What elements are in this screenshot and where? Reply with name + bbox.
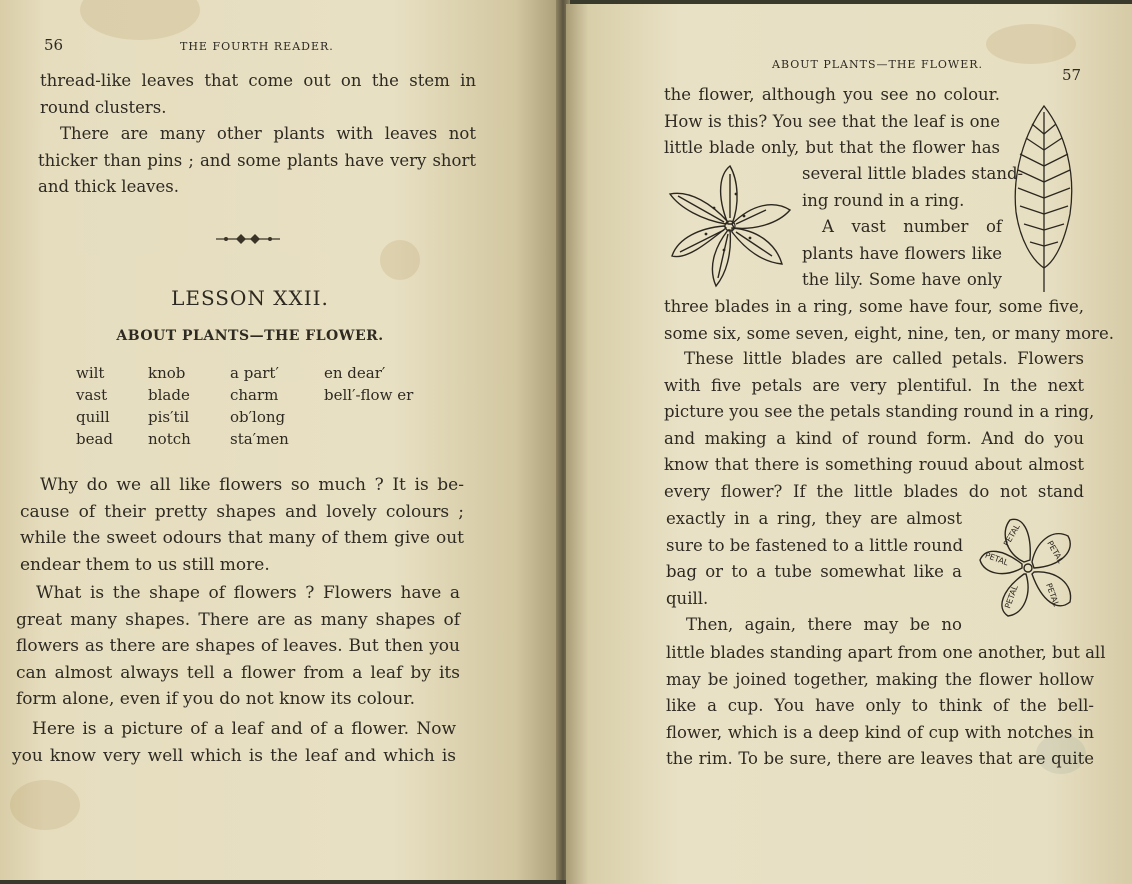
text-line: plants have flowers like — [802, 243, 1002, 263]
petal-label: PETAL — [1003, 583, 1020, 610]
text-line: three blades in a ring, some have four, some five, — [664, 297, 1084, 316]
paper-stain — [10, 780, 80, 830]
vocab-word: notch — [148, 430, 191, 448]
paragraph — [40, 68, 476, 121]
text-line: the flower, although you see no colour. — [664, 85, 1000, 104]
text-line: flowers as there are shapes of leaves. But then you — [16, 636, 460, 656]
lesson-subtitle: ABOUT PLANTS—THE FLOWER. — [116, 328, 384, 344]
text-line: you know very well which is the leaf and which is — [12, 745, 456, 766]
text-line: quill. — [666, 588, 709, 608]
paper-stain — [380, 240, 420, 280]
text-line: ing round in a ring. — [802, 190, 965, 210]
paragraph — [666, 640, 1106, 773]
vocab-word: wilt — [76, 364, 105, 382]
text-line: bag or to a tube somewhat like a — [666, 562, 962, 581]
text-line: the lily. Some have only — [802, 270, 1002, 289]
lesson-title: LESSON XXII. — [171, 286, 329, 310]
ornament-divider — [212, 230, 284, 248]
vocab-word: charm — [230, 386, 279, 404]
paragraph — [664, 346, 1095, 505]
paragraph — [802, 161, 1024, 294]
vocab-word: ob′long — [230, 408, 286, 426]
paper-stain — [986, 24, 1076, 64]
left-page — [0, 0, 560, 880]
text-line: These little blades are called petals. Flowers — [684, 349, 1084, 368]
lily-flower-illustration — [666, 164, 796, 290]
petal-label: PETAL — [1045, 539, 1066, 565]
text-line: How is this? You see that the leaf is one — [664, 111, 1000, 131]
vocab-column — [324, 362, 413, 406]
text-line: and making a kind of round form. And do you — [664, 428, 1084, 448]
text-line: with five petals are very plentiful. In the next — [664, 375, 1084, 395]
text-line: flower, which is a deep kind of cup with notches in — [666, 722, 1094, 742]
text-line: form alone, even if you do not know its colour. — [16, 689, 416, 709]
vocab-word: en dear′ — [324, 364, 386, 382]
vocab-word: bell′-flow er — [324, 386, 414, 404]
vocab-column — [76, 362, 113, 450]
vocab-word: blade — [148, 386, 190, 404]
paragraph — [664, 82, 1000, 162]
text-line: A vast number of — [822, 217, 1002, 236]
text-line: thicker than pins ; and some plants have very short — [38, 150, 476, 170]
text-line: may be joined together, making the flower hollow — [666, 669, 1094, 689]
text-line: the rim. To be sure, there are leaves that are quite — [666, 749, 1094, 768]
text-line: little blades standing apart from one another, but all — [666, 643, 1106, 662]
text-line: Then, again, there may be no — [686, 615, 962, 634]
page-number: 57 — [1062, 66, 1082, 84]
text-line: like a cup. You have only to think of the bell- — [666, 696, 1094, 715]
text-line: round clusters. — [40, 97, 167, 117]
petal-label: PETAL — [983, 550, 1010, 568]
vocab-column — [148, 362, 191, 450]
text-line: sure to be fastened to a little round — [666, 535, 964, 555]
text-line: while the sweet odours that many of them give out — [20, 528, 464, 548]
paragraph — [20, 472, 464, 578]
vocab-column — [230, 362, 289, 450]
five-petal-flower-illustration — [972, 510, 1084, 622]
text-line: every flower? If the little blades do not stand — [664, 481, 1084, 501]
text-line: know that there is something rouud about almost — [664, 455, 1084, 474]
running-head: THE FOURTH READER. — [180, 40, 334, 53]
leaf-illustration — [1010, 104, 1080, 294]
text-line: little blade only, but that the flower has — [664, 138, 1000, 157]
petal-label: PETAL — [1044, 581, 1061, 608]
text-line: several little blades stand- — [802, 164, 1024, 183]
vocab-word: bead — [76, 430, 114, 448]
vocab-word: a part′ — [230, 364, 279, 382]
right-page — [566, 4, 1132, 884]
text-line: great many shapes. There are as many shapes of — [16, 609, 460, 630]
vocab-word: quill — [76, 408, 110, 426]
vocab-word: vast — [76, 386, 108, 404]
text-line: exactly in a ring, they are almost — [666, 509, 962, 528]
text-line: cause of their pretty shapes and lovely colours ; — [20, 501, 464, 522]
text-line: some six, some seven, eight, nine, ten, or many more. — [664, 323, 1114, 343]
vocab-word: knob — [148, 364, 186, 382]
running-head: ABOUT PLANTS—THE FLOWER. — [772, 58, 984, 71]
vocab-word: sta′men — [230, 430, 289, 448]
text-line: endear them to us still more. — [20, 554, 270, 575]
vocab-word: pis′til — [148, 408, 190, 426]
text-line: can almost always tell a flower from a leaf by its — [16, 662, 460, 683]
paragraph — [666, 506, 962, 639]
text-line: picture you see the petals standing round in a ring, — [664, 402, 1095, 421]
text-line: There are many other plants with leaves not — [60, 124, 476, 143]
paragraph — [664, 294, 1114, 347]
paper-stain — [80, 0, 200, 40]
paragraph — [12, 716, 456, 769]
text-line: and thick leaves. — [38, 177, 179, 196]
paragraph — [38, 121, 476, 201]
page-number: 56 — [44, 36, 64, 54]
petal-label: PETAL — [1001, 522, 1022, 548]
text-line: thread-like leaves that come out on the stem in — [40, 71, 476, 90]
text-line: Why do we all like flowers so much ? It is be- — [40, 475, 464, 495]
paragraph — [16, 580, 460, 713]
text-line: Here is a picture of a leaf and of a flower. Now — [32, 719, 456, 739]
text-line: What is the shape of flowers ? Flowers have a — [36, 583, 460, 603]
